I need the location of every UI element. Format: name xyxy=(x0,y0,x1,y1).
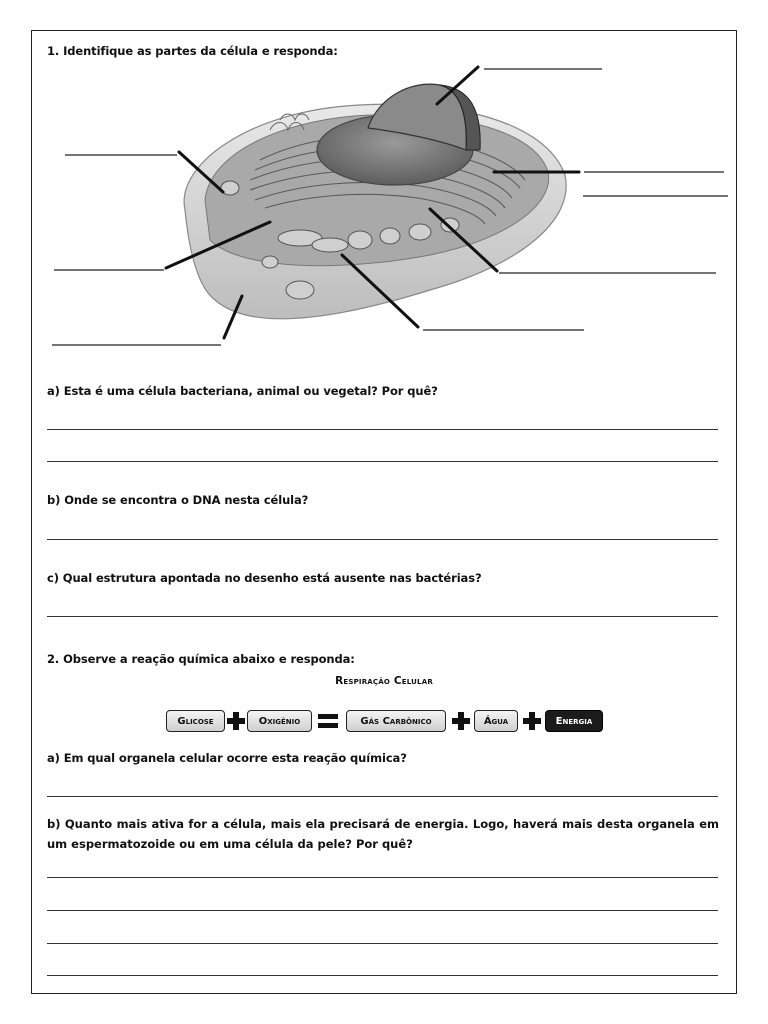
question-2a: a) Em qual organela celular ocorre esta reação química? xyxy=(47,751,407,765)
question-1b: b) Onde se encontra o DNA nesta célula? xyxy=(47,493,309,507)
animal-cell-illustration xyxy=(0,0,768,360)
answer-line[interactable] xyxy=(47,461,718,462)
equation-title: Respiração Celular xyxy=(335,675,433,687)
term-agua: Água xyxy=(474,710,518,732)
plus-icon xyxy=(523,712,541,730)
term-glicose: Glicose xyxy=(166,710,225,732)
question-2-heading: 2. Observe a reação química abaixo e responda: xyxy=(47,652,355,666)
equals-icon xyxy=(318,713,338,729)
question-2b: b) Quanto mais ativa for a célula, mais ela precisará de energia. Logo, haverá mais desta organela em um espermatozoide ou em uma célula da pele? Por quê? xyxy=(47,817,719,851)
answer-line[interactable] xyxy=(47,429,718,430)
answer-line[interactable] xyxy=(47,975,718,976)
answer-line[interactable] xyxy=(47,910,718,911)
question-1-heading: 1. Identifique as partes da célula e responda: xyxy=(47,44,338,58)
term-energia: Energia xyxy=(545,710,603,732)
answer-line[interactable] xyxy=(47,539,718,540)
answer-line[interactable] xyxy=(47,796,718,797)
answer-line[interactable] xyxy=(47,877,718,878)
plus-icon xyxy=(227,712,245,730)
term-gas-carbonico: Gás Carbônico xyxy=(346,710,446,732)
question-1c: c) Qual estrutura apontada no desenho está ausente nas bactérias? xyxy=(47,571,482,585)
question-1a: a) Esta é uma célula bacteriana, animal ou vegetal? Por quê? xyxy=(47,384,438,398)
plus-icon xyxy=(452,712,470,730)
term-oxigenio: Oxigênio xyxy=(247,710,312,732)
answer-line[interactable] xyxy=(47,943,718,944)
answer-line[interactable] xyxy=(47,616,718,617)
